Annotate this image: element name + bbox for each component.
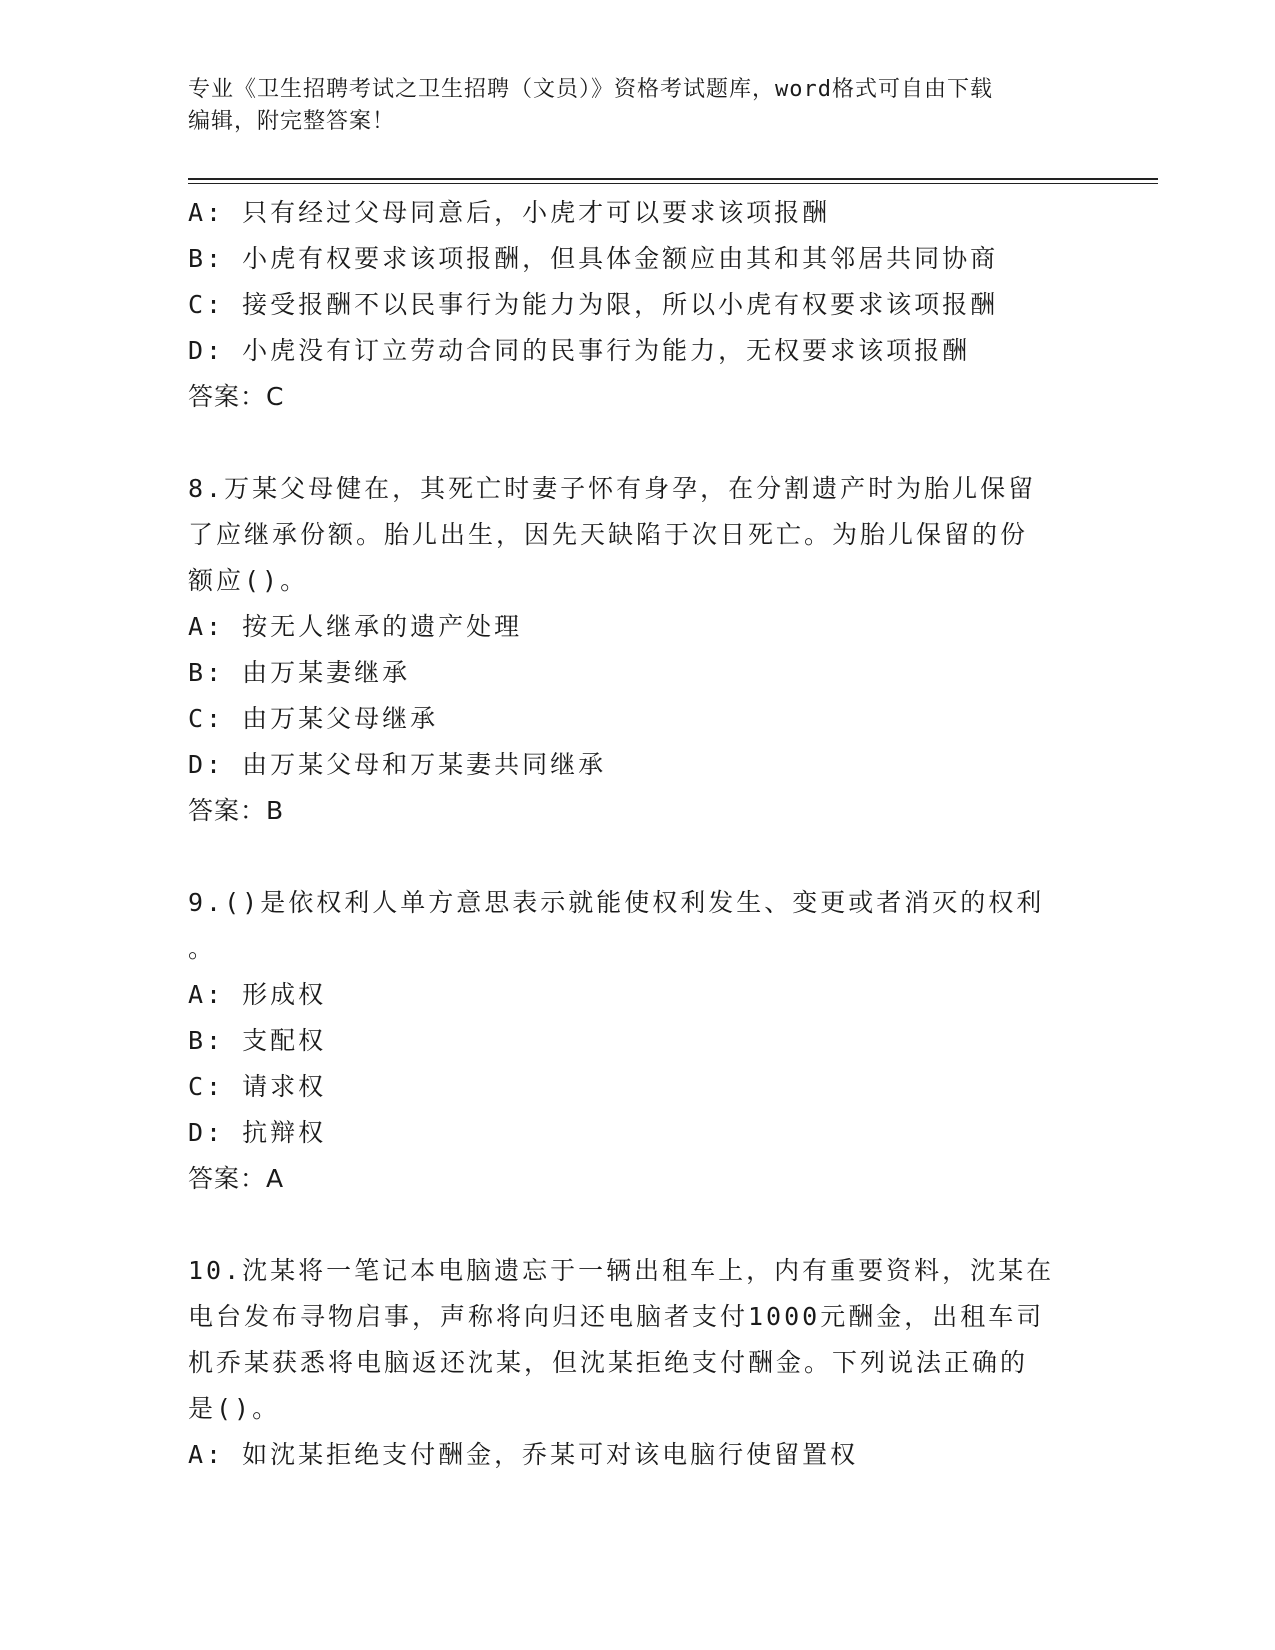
spacer [188,1202,1088,1248]
option-d: D: 由万某父母和万某妻共同继承 [188,750,607,779]
question-9-options [188,972,1088,1156]
question-7-options [188,190,1088,374]
spacer [188,834,1088,880]
header-rule-thin [188,183,1158,184]
header-line-2: 编辑，附完整答案！ [188,109,396,134]
question-9-answer: 答案：A [188,1164,285,1193]
option-b: B: 支配权 [188,1026,327,1055]
question-8-answer: 答案：B [188,796,285,825]
question-10-stem [188,1248,1088,1432]
stem-line: 是()。 [188,1394,281,1423]
stem-line: 额应()。 [188,566,309,595]
stem-line: 机乔某获悉将电脑返还沈某，但沈某拒绝支付酬金。下列说法正确的 [188,1348,1029,1377]
option-a: A: 只有经过父母同意后，小虎才可以要求该项报酬 [188,198,831,227]
spacer [188,420,1088,466]
option-d: D: 抗辩权 [188,1118,327,1147]
option-c: C: 由万某父母继承 [188,704,439,733]
stem-line: 电台发布寻物启事，声称将向归还电脑者支付1000元酬金，出租车司 [188,1302,1045,1331]
stem-line: 了应继承份额。胎儿出生，因先天缺陷于次日死亡。为胎儿保留的份 [188,520,1029,549]
question-8-options [188,604,1088,788]
option-b: B: 小虎有权要求该项报酬，但具体金额应由其和其邻居共同协商 [188,244,999,273]
header-line-1: 专业《卫生招聘考试之卫生招聘（文员）》资格考试题库，word格式可自由下载 [188,77,993,102]
option-a: A: 形成权 [188,980,327,1009]
question-9-stem [188,880,1088,972]
question-8-stem [188,466,1088,604]
question-10-options [188,1432,1088,1478]
option-a: A: 如沈某拒绝支付酬金，乔某可对该电脑行使留置权 [188,1440,859,1469]
document-header [188,74,1068,138]
stem-line: 10.沈某将一笔记本电脑遗忘于一辆出租车上，内有重要资料，沈某在 [188,1256,1055,1285]
option-d: D: 小虎没有订立劳动合同的民事行为能力，无权要求该项报酬 [188,336,971,365]
stem-line: 。 [188,934,217,963]
question-content [188,190,1088,1478]
question-7-answer: 答案：C [188,382,285,411]
stem-line: 9.()是依权利人单方意思表示就能使权利发生、变更或者消灭的权利 [188,888,1045,917]
option-c: C: 请求权 [188,1072,327,1101]
option-a: A: 按无人继承的遗产处理 [188,612,523,641]
header-rule-thick [188,178,1158,180]
option-c: C: 接受报酬不以民事行为能力为限，所以小虎有权要求该项报酬 [188,290,999,319]
stem-line: 8.万某父母健在，其死亡时妻子怀有身孕，在分割遗产时为胎儿保留 [188,474,1037,503]
option-b: B: 由万某妻继承 [188,658,411,687]
